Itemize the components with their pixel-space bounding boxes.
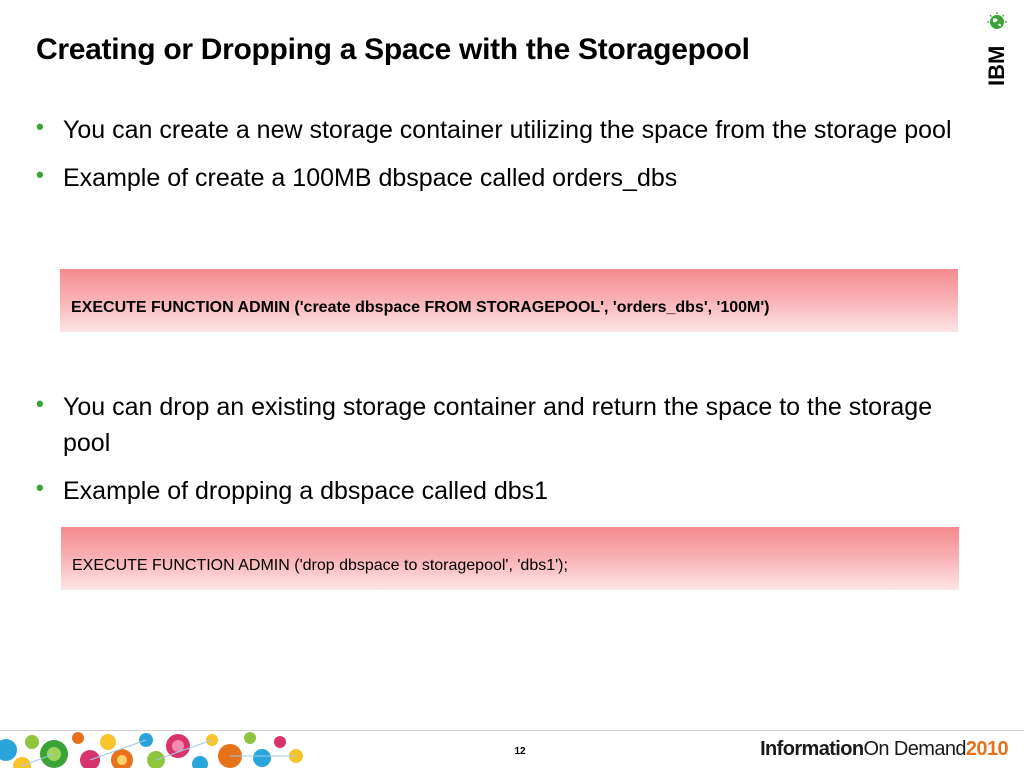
code-text-drop: EXECUTE FUNCTION ADMIN ('drop dbspace to storagepool', 'dbs1'); <box>72 557 568 574</box>
brand-part-on-demand: On Demand <box>863 738 966 760</box>
brand-part-year: 2010 <box>965 738 1008 760</box>
globe-icon <box>987 12 1007 29</box>
slide-title: Creating or Dropping a Space with the Storagepool <box>36 33 750 66</box>
page-number: 12 <box>514 746 526 757</box>
decorative-dots-icon <box>0 730 310 768</box>
bullet-list-create <box>36 112 966 208</box>
bullet-text: You can drop an existing storage container and return the space to the storage pool <box>63 393 933 457</box>
bullet-dot-icon: • <box>36 114 44 139</box>
bullet-item <box>36 160 966 196</box>
bullet-dot-icon: • <box>36 162 44 187</box>
bullet-dot-icon: • <box>36 475 44 500</box>
bullet-text: Example of dropping a dbspace called dbs1 <box>63 477 549 505</box>
information-on-demand-logo <box>760 736 1008 762</box>
bullet-list-drop <box>36 389 966 521</box>
brand-part-information: Information <box>760 738 864 760</box>
bullet-item <box>36 389 966 461</box>
bullet-item <box>36 112 966 148</box>
ibm-logo-text: IBM <box>984 45 1009 86</box>
code-box-drop <box>61 527 959 590</box>
bullet-item <box>36 473 966 509</box>
ibm-logo <box>984 12 1010 90</box>
bullet-dot-icon: • <box>36 391 44 416</box>
code-text-create: EXECUTE FUNCTION ADMIN ('create dbspace FROM STORAGEPOOL', 'orders_dbs', '100M') <box>71 299 770 316</box>
bullet-text: Example of create a 100MB dbspace called orders_dbs <box>63 164 678 192</box>
bullet-text: You can create a new storage container utilizing the space from the storage pool <box>63 116 952 144</box>
code-box-create <box>60 269 958 332</box>
